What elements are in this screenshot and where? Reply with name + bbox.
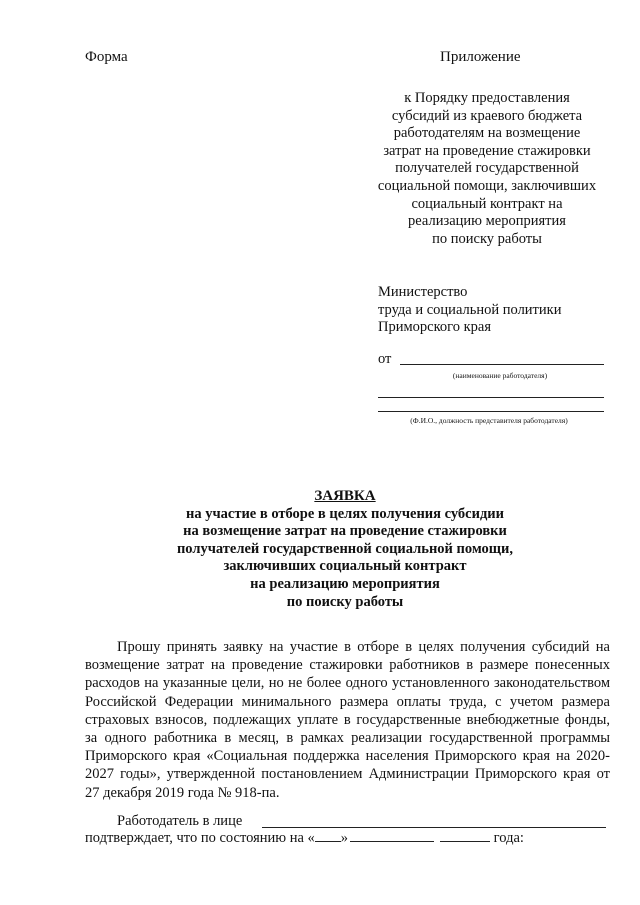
heading-line: заключивших социальный контракт bbox=[223, 558, 467, 575]
date-day-field[interactable] bbox=[315, 830, 341, 842]
from-field-row bbox=[378, 351, 604, 368]
date-month-field[interactable] bbox=[350, 830, 434, 842]
representative-field[interactable] bbox=[378, 411, 604, 412]
appendix-line: реализацию мероприятия bbox=[408, 213, 566, 230]
employer-name-field-continued[interactable] bbox=[378, 397, 604, 398]
appendix-line: к Порядку предоставления bbox=[404, 90, 570, 106]
recipient-block bbox=[378, 284, 561, 337]
appendix-line: по поиску работы bbox=[432, 230, 542, 247]
employer-label: Работодатель в лице bbox=[117, 813, 243, 829]
appendix-line: социальной помощи, заключивших bbox=[377, 177, 597, 194]
employer-caption: (наименование работодателя) bbox=[452, 371, 548, 380]
appendix-line: субсидий из краевого бюджета bbox=[391, 107, 583, 124]
recipient-line: Приморского края bbox=[378, 319, 492, 336]
confirm-date-row bbox=[85, 830, 524, 847]
heading-line: на возмещение затрат на проведение стажировки bbox=[183, 523, 507, 540]
confirm-mid: » bbox=[340, 830, 349, 846]
employer-representative-field[interactable] bbox=[262, 827, 606, 828]
confirm-prefix: подтверждает, что по состоянию на « bbox=[85, 830, 315, 846]
appendix-line: социальный контракт на bbox=[411, 195, 563, 212]
employer-name-field[interactable] bbox=[400, 364, 604, 365]
heading-line: на участие в отборе в целях получения субсидии bbox=[185, 505, 505, 522]
request-paragraph: Прошу принять заявку на участие в отборе в целях получения субсидий на возмещение затрат на проведение стажировки работников в размере понесенных расходов на указанные цели, но не более одного установленного законодательством Российской Федерации минимального размера оплаты труда, с учетом размера страховых взносов, подлежащих уплате в государственные внебюджетные фонды, за одного работника в месяц, в рамках реализации государственной программы Приморского края «Социальная поддержка населения Приморского края на 2020-2027 годы», утвержденной постановлением Администрации Приморского края от 27 декабря 2019 года № 918-па. bbox=[85, 639, 610, 801]
appendix-line: работодателям на возмещение bbox=[393, 125, 581, 142]
heading-line: получателей государственной социальной помощи, bbox=[176, 540, 514, 557]
confirm-suffix: года: bbox=[490, 830, 524, 846]
recipient-line: труда и социальной политики bbox=[378, 301, 562, 318]
document-heading bbox=[80, 488, 610, 611]
form-label: Форма bbox=[85, 49, 128, 65]
appendix-line: получателей государственной bbox=[395, 160, 579, 177]
recipient-line: Министерство bbox=[378, 284, 468, 300]
document-title: ЗАЯВКА bbox=[314, 488, 376, 504]
from-label: от bbox=[378, 351, 392, 367]
representative-caption: (Ф.И.О., должность представителя работодателя) bbox=[410, 416, 568, 425]
date-year-field[interactable] bbox=[440, 830, 490, 842]
heading-line: на реализацию мероприятия bbox=[250, 575, 440, 592]
appendix-label: Приложение bbox=[440, 49, 521, 65]
appendix-reference bbox=[372, 90, 602, 248]
heading-line: по поиску работы bbox=[286, 593, 404, 610]
appendix-line: затрат на проведение стажировки bbox=[383, 142, 591, 159]
